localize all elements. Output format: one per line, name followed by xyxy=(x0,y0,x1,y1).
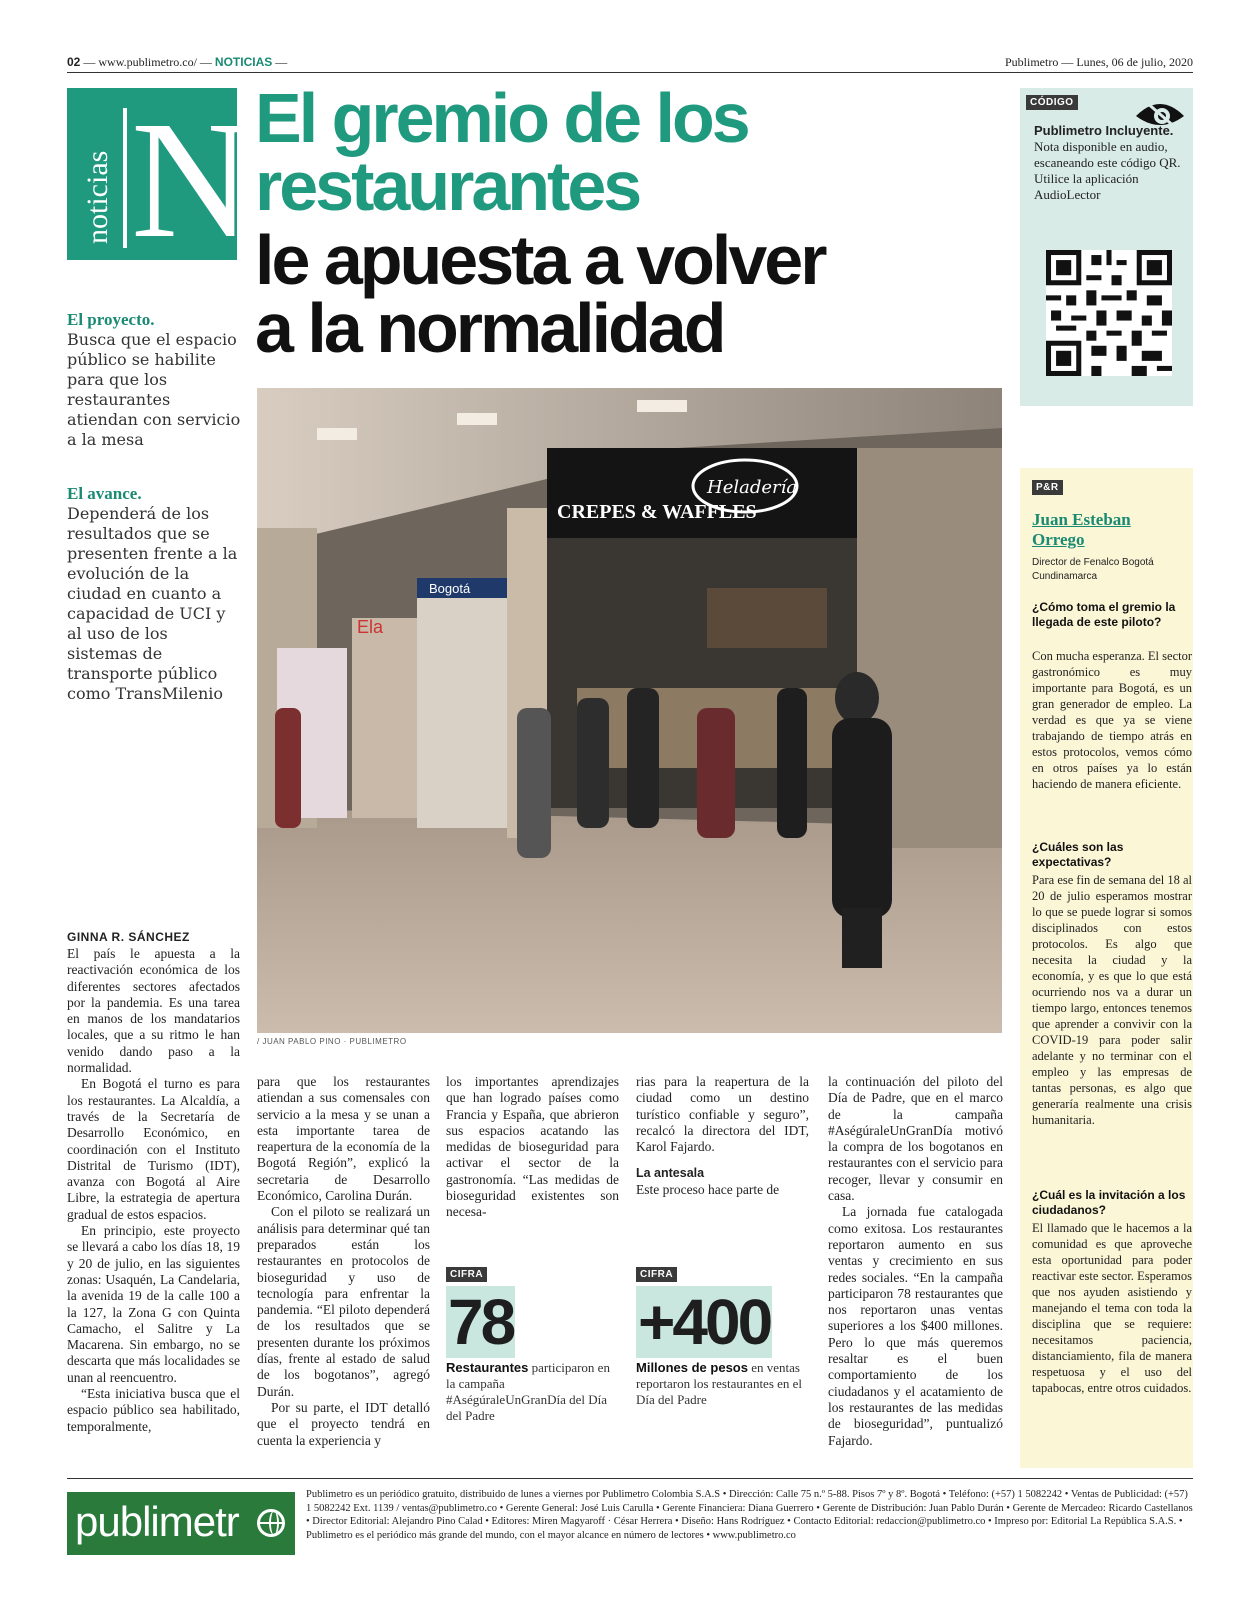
article-column-4 xyxy=(636,1074,809,1198)
publimetro-logo xyxy=(67,1492,295,1555)
store-sign-crepes: CREPES & WAFFLES xyxy=(557,501,757,523)
byline: GINNA R. SÁNCHEZ xyxy=(67,930,190,944)
box-tag: P&R xyxy=(1032,480,1063,495)
qr-description xyxy=(1034,123,1184,203)
headline-line-2: restaurantes xyxy=(255,147,640,225)
answer-2: Para ese fin de semana del 18 al 20 de julio esperamos mostrar lo que se puede lograr si somos disciplinados con estos protocolos. Es algo que necesita la ciudad y la economía, y es que lo que está ocurriendo nos va a durar un tiempo largo, entonces tenemos que aprender a convivir con la COVID-19 para poder salir adelante y no terminar con el empleo y las empresas de tantas personas, es algo que generaría realmente una crisis humanitaria. xyxy=(1032,873,1193,1127)
interviewee-name: Juan Esteban Orrego xyxy=(1032,510,1131,549)
interview-box xyxy=(1020,468,1193,1468)
stat-value: +400 xyxy=(638,1286,771,1358)
box-tag: CÓDIGO xyxy=(1026,95,1078,110)
note-text: Busca que el espacio público se habilite para que los restaurantes atiendan con servicio a la mesa xyxy=(67,330,241,449)
paragraph: para que los restaurantes atiendan a sus comensales con servicio a la mesa y se unan a esta importante tarea de reapertura de la economía de la Bogotá Región”, explicó la secretaria de Desarrollo Económico, Carolina Durán. xyxy=(257,1074,430,1204)
paragraph: “Esta iniciativa busca que el espacio público sea habilitado, temporalmente, xyxy=(67,1386,240,1434)
paragraph: los importantes aprendizajes que han logrado países como Francia y España, que abrieron sus espacios acatando las medidas de bioseguridad para activar el sector de la gastronomía. “Las medidas de bioseguridad existentes son necesa- xyxy=(446,1074,619,1220)
brand-name: Publimetro xyxy=(1005,55,1059,69)
paragraph: En Bogotá el turno es para los restaurantes. La Alcaldía, a través de la Secretaría de Desarrollo Económico, en coordinación con el Instituto Distrital de Turismo (IDT), avanza con Bogotá al Aire Libre, la estrategia de apertura gradual de estos espacios. xyxy=(67,1076,240,1222)
paragraph: Por su parte, el IDT detalló que el proyecto tendrá en cuenta la experiencia y xyxy=(257,1399,430,1448)
stat-text: participaron en la campaña #AségúraleUnGranDía del Día del Padre xyxy=(446,1360,610,1423)
article-column-3 xyxy=(446,1074,619,1221)
stat-description xyxy=(446,1360,621,1424)
headline-black xyxy=(255,221,975,367)
logo-text: publimetr xyxy=(75,1498,239,1545)
answer-1: Con mucha esperanza. El sector gastronómico es muy importante para Bogotá, es un gran generador de empleo. La verdad es que ya se viene trabajando de tiempo atrás en estos protocolos, vemos cómo en otros países ya lo están haciendo de manera eficiente. xyxy=(1032,649,1193,791)
paragraph: La jornada fue catalogada como exitosa. Los restaurantes reportaron aumento en sus ventas y crecimiento en sus redes sociales. “En la campaña participaron 78 restaurantes que nos reportaron unas ventas superiores a los $400 millones. Pero lo que más queremos resaltar es el buen comportamiento de los ciudadanos y el acatamiento de los restaurantes de las medidas de bioseguridad”, puntualizó Fajardo. xyxy=(828,1204,1003,1448)
main-photo xyxy=(257,388,1002,1033)
photo-credit: / JUAN PABLO PINO · PUBLIMETRO xyxy=(257,1037,407,1046)
footer-credits: Publimetro es un periódico gratuito, distribuido de lunes a viernes por Publimetro Colombia S.A.S • Dirección: Calle 75 n.º 5-88. Pisos 7º y 8º. Bogotá • Teléfono: (+57) 1 5082242 • Ventas de Publicidad: (+57) 1 5082242 Ext. 1139 / ventas@publimetro.co • Gerente General: José Luis Carulla • Gerente Financiera: Diana Guerrero • Gerente de Distribución: Juan Pablo Durán • Gerente de Mercadeo: Ricardo Castellanos • Director Editorial: Alejandro Pino Calad • Editores: Miren Magyaroff · César Herrera • Diseño: Hans Rodríguez • Contacto Editorial: redaccion@publimetro.co • Impreso por: Editorial La República S.A.S. • Publimetro es el periódico más grande del mundo, con el mayor alcance en número de lectores • www.publimetro.co xyxy=(306,1489,1193,1541)
subheading: La antesala xyxy=(636,1166,705,1181)
note-progress xyxy=(67,484,242,704)
mall-scene-illustration xyxy=(257,388,1002,1033)
paragraph: En principio, este proyecto se llevará a cabo los días 18, 19 y 20 de julio, en las siguientes zonas: Usaquén, La Candelaria, la avenida 19 de la calle 100 a la 127, la Zona G con Quinta Camacho, el Salitre y La Macarena. Sin embargo, no se descarta que más localidades se unan al reencuentro. xyxy=(67,1223,240,1385)
question-2: ¿Cuáles son las expectativas? xyxy=(1032,840,1124,869)
section-name: NOTICIAS xyxy=(214,55,273,69)
paragraph: El país le apuesta a la reactivación económica de los diferentes sectores afectados por la pandemia. Es una tarea en manos de los mandatarios locales, que a su ritmo le han venido dando paso a la normalidad. xyxy=(67,946,240,1076)
stat-text: en ventas reportaron los restaurantes en el Día del Padre xyxy=(636,1360,803,1407)
headline-green xyxy=(255,79,975,225)
headline-line-4: a la normalidad xyxy=(255,289,724,367)
section-logo-word: noticias xyxy=(81,150,114,244)
globe-icon xyxy=(257,1509,285,1537)
note-project xyxy=(67,310,242,450)
stat-bold: Millones de pesos xyxy=(636,1360,748,1375)
interviewee-role: Director de Fenalco Bogotá Cundinamarca xyxy=(1032,557,1154,582)
header-right: Publimetro — Lunes, 06 de julio, 2020 xyxy=(1005,55,1193,69)
footer-divider xyxy=(67,1478,1193,1479)
headline-line-3: le apuesta a volver xyxy=(255,221,825,299)
stat-tag: CIFRA xyxy=(636,1267,677,1282)
paragraph: la continuación del piloto del Día de Padre, que en el marco de la campaña #AségúraleUnGranDía motivó la compra de los bogotanos en restaurantes con el servicio para recoger, llevar y consumir en casa. xyxy=(828,1074,1003,1204)
article-column-2 xyxy=(257,1074,430,1449)
page-header xyxy=(67,53,1193,73)
paragraph: Con el piloto se realizará un análisis para determinar qué tan preparados están los restaurantes en protocolos de bioseguridad y uso de tecnología para enfrentar la pandemia. “El piloto dependerá de los resultados que se presenten durante los próximos días, frente al estado de salud de los bogotanos”, agregó Durán. xyxy=(257,1204,430,1399)
paragraph: Este proceso hace parte de xyxy=(636,1181,780,1197)
qr-title: Publimetro Incluyente. xyxy=(1034,123,1174,138)
site-link[interactable]: www.publimetro.co/ xyxy=(98,55,197,69)
headline-line-1: El gremio de los xyxy=(255,79,748,157)
note-text: Dependerá de los resultados que se presenten frente a la evolución de la ciudad en cuanto a capacidad de UCI y al uso de los sistemas de transporte público como TransMilenio xyxy=(67,504,238,703)
question-1: ¿Cómo toma el gremio la llegada de este piloto? xyxy=(1032,600,1176,629)
stat-value: 78 xyxy=(448,1286,514,1358)
stat-tag: CIFRA xyxy=(446,1267,487,1282)
stat-sales xyxy=(636,1262,811,1408)
page-number: 02 xyxy=(67,55,81,69)
answer-3: El llamado que le hacemos a la comunidad es que aproveche esta oportunidad para poder reactivar este sector. Esperamos que nos ayuden asistiendo y manejando el tema con toda la disciplina que se requiere: necesitamos paciencia, distanciamiento, fila de manera respetuosa y el uso del tapabocas, entre otros cuidados. xyxy=(1032,1221,1192,1395)
question-3: ¿Cuál es la invitación a los ciudadanos? xyxy=(1032,1188,1186,1217)
section-logo xyxy=(67,87,253,273)
qr-text: Nota disponible en audio, escaneando este código QR. Utilice la aplicación AudioLector xyxy=(1034,139,1181,202)
header-left: 02 — www.publimetro.co/ — NOTICIAS — xyxy=(67,55,288,69)
stat-restaurants xyxy=(446,1262,621,1424)
stat-description xyxy=(636,1360,811,1408)
store-sign-ela: Ela xyxy=(357,617,384,637)
store-sign-heladeria: Heladería xyxy=(707,477,798,498)
article-column-5 xyxy=(828,1074,1003,1449)
issue-date: Lunes, 06 de julio, 2020 xyxy=(1076,55,1193,69)
qr-code[interactable] xyxy=(1046,250,1172,376)
paragraph: rias para la reapertura de la ciudad como un destino turístico confiable y seguro”, recalcó la directora del IDT, Karol Fajardo. xyxy=(636,1074,809,1155)
article-column-1 xyxy=(67,946,240,1435)
qr-code-box xyxy=(1020,88,1193,406)
note-label: El avance. xyxy=(67,484,142,503)
note-label: El proyecto. xyxy=(67,310,155,329)
section-logo-letter: N xyxy=(131,87,253,273)
stat-bold: Restaurantes xyxy=(446,1360,529,1375)
store-sign-bogota: Bogotá xyxy=(429,581,471,596)
